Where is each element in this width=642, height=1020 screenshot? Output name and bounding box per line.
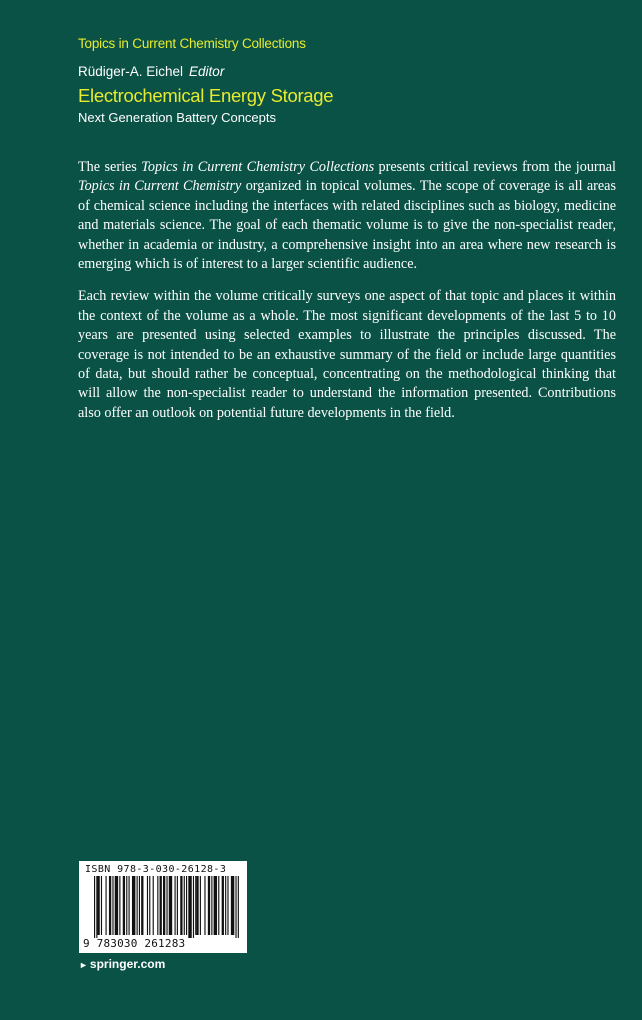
barcode-bar xyxy=(169,876,172,935)
barcode-bar xyxy=(211,876,212,935)
barcode-bar xyxy=(147,876,148,935)
barcode-bar xyxy=(149,876,150,935)
editor-line xyxy=(78,64,224,79)
barcode-bar xyxy=(195,876,196,935)
description-paragraph-1: The series Topics in Current Chemistry Collections presents critical reviews from the journal Topics in Current Chemistry organized in topical volumes. The scope of coverage is all areas of chemical science including the interfaces with related disciplines such as biology, medicine and materials science. The goal of each thematic volume is to give the non-specialist reader, whether in academia or industry, a comprehensive insight into an area where new research is emerging which is of interest to a larger scientific audience. xyxy=(78,159,616,273)
barcode-bar xyxy=(193,876,194,938)
barcode-digits: 9 783030 261283 xyxy=(83,937,186,950)
barcode-bar xyxy=(204,876,205,935)
barcode-bar xyxy=(106,876,107,935)
barcode-bar xyxy=(137,876,138,935)
publisher-link[interactable] xyxy=(79,957,165,971)
barcode-bar xyxy=(225,876,226,935)
barcode-box xyxy=(79,861,247,953)
barcode-bar xyxy=(157,876,158,935)
barcode-bar xyxy=(227,876,228,935)
barcode-bar xyxy=(115,876,118,935)
barcode-bar xyxy=(231,876,234,935)
barcode-bar xyxy=(112,876,113,935)
barcode-bar xyxy=(96,876,97,938)
isbn-label: ISBN 978-3-030-26128-3 xyxy=(85,864,227,875)
barcode-bar xyxy=(109,876,111,935)
barcode-bar xyxy=(139,876,140,935)
barcode-bar xyxy=(141,876,143,935)
barcode-bar xyxy=(218,876,219,935)
editor-role: Editor xyxy=(189,64,225,79)
barcode-bar xyxy=(101,876,102,935)
description-paragraph-2: Each review within the volume critically surveys one aspect of that topic and places it within the context of the volume as a whole. The most significant developments of the last 5 to 10 years are presented using selected examples to illustrate the principles discussed. The coverage is not intended to be an exhaustive summary of the field or include large quantities of data, but should rather be conceptual, concentrating on the methodological thinking that will allow the non-specialist reader to understand the information presented. Contributions also offer an outlook on potential future developments in the field. xyxy=(78,288,616,421)
barcode-bar xyxy=(235,876,236,938)
barcode-bar xyxy=(175,876,176,935)
barcode-bar xyxy=(119,876,120,935)
barcode-bar xyxy=(180,876,182,935)
editor-name: Rüdiger-A. Eichel xyxy=(78,64,184,79)
barcode-bar xyxy=(153,876,154,935)
barcode-bar xyxy=(238,876,239,938)
barcode-bar xyxy=(160,876,162,935)
publisher-url: springer.com xyxy=(89,957,166,971)
barcode-bar xyxy=(97,876,99,935)
barcode-bar xyxy=(126,876,127,935)
journal-title-italic: Topics in Current Chemistry xyxy=(78,178,242,195)
series-description xyxy=(78,158,616,436)
barcode-bar xyxy=(94,876,95,938)
barcode-bar xyxy=(129,876,130,935)
barcode-bar xyxy=(196,876,198,935)
barcode-bar xyxy=(184,876,185,935)
arrow-right-icon: ► xyxy=(79,960,88,970)
barcode-bar xyxy=(132,876,135,935)
series-name: Topics in Current Chemistry Collections xyxy=(78,36,306,51)
barcode-bar xyxy=(186,876,187,935)
barcode-bar xyxy=(214,876,217,935)
barcode-bar xyxy=(188,876,191,938)
series-title-italic: Topics in Current Chemistry Collections xyxy=(141,159,375,175)
barcode-bar xyxy=(163,876,165,935)
barcode-bar xyxy=(123,876,125,935)
book-title: Electrochemical Energy Storage xyxy=(78,85,334,106)
barcode-bar xyxy=(208,876,210,935)
barcode-bar xyxy=(200,876,201,935)
barcode-bar xyxy=(166,876,167,935)
barcode-bar xyxy=(177,876,178,935)
book-subtitle: Next Generation Battery Concepts xyxy=(78,110,276,125)
barcode-bar xyxy=(222,876,224,935)
